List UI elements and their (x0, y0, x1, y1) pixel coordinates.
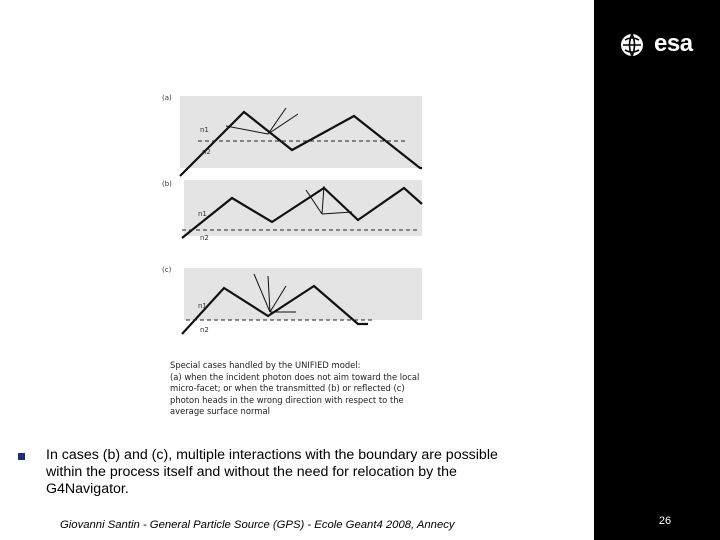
unified-model-figure (158, 88, 430, 348)
panel-b-n2-label: n2 (200, 234, 209, 242)
bullet-line: G4Navigator. (46, 481, 129, 497)
panel-c-n2-label: n2 (200, 326, 209, 334)
panel-a-n2-label: n2 (202, 148, 211, 156)
caption-line: photon heads in the wrong direction with respect to the (170, 394, 404, 405)
bullet-square-icon (18, 453, 25, 460)
panel-a-label: (a) (162, 94, 172, 102)
panel-a-n1-label: n1 (200, 126, 209, 134)
figure-caption (170, 360, 426, 418)
page-number: 26 (658, 515, 672, 527)
panel-b-label: (b) (162, 180, 172, 188)
caption-line: average surface normal (170, 406, 270, 416)
caption-line: micro-facet; or when the transmitted (b) or reflected (c) (170, 383, 405, 393)
esa-logo-text: esa (654, 30, 693, 57)
panel-c-label: (c) (162, 266, 172, 274)
panel-c-n1-label: n1 (198, 302, 207, 310)
bullet-line: within the process itself and without the need for relocation by the (46, 464, 457, 480)
panel-b-n1-label: n1 (198, 210, 207, 218)
footer-text: Giovanni Santin - General Particle Source (GPS) - Ecole Geant4 2008, Annecy (60, 519, 455, 531)
caption-line: Special cases handled by the UNIFIED model: (170, 360, 361, 370)
right-sidebar-bar (594, 0, 720, 540)
bullet-line: In cases (b) and (c), multiple interactions with the boundary are possible (46, 447, 498, 463)
caption-line: (a) when the incident photon does not aim toward the local (170, 371, 420, 382)
bullet-text (46, 447, 576, 498)
